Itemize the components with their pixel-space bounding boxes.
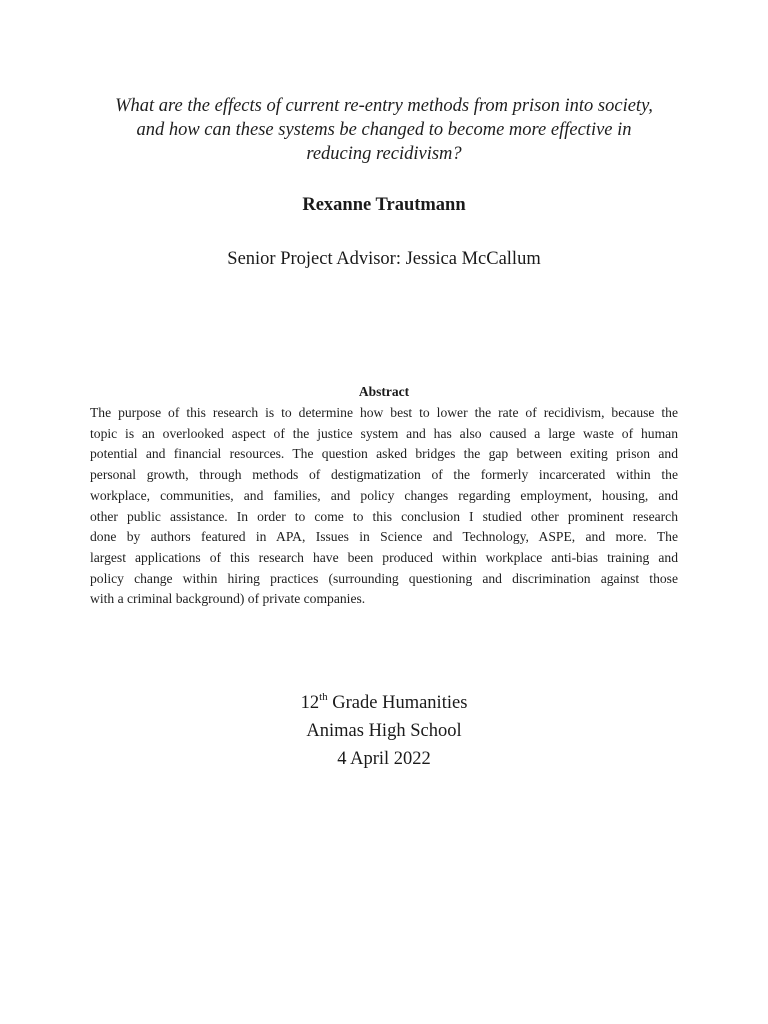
- abstract-line: largest applications of this research have been produced within workplace anti-bias training and: [90, 549, 678, 565]
- abstract-heading: Abstract: [358, 384, 410, 399]
- grade-ordinal-suffix: th: [319, 690, 328, 703]
- title-line: and how can these systems be changed to become more effective in: [136, 120, 632, 140]
- title-line: reducing recidivism?: [306, 144, 462, 164]
- abstract-line: done by authors featured in APA, Issues in Science and Technology, ASPE, and more. The: [90, 529, 678, 545]
- author-name: Rexanne Trautmann: [302, 195, 466, 215]
- document-date: 4 April 2022: [337, 749, 431, 769]
- abstract-line: The purpose of this research is to determine how best to lower the rate of recidivism, because the: [90, 405, 678, 420]
- advisor-line: Senior Project Advisor: Jessica McCallum: [227, 249, 541, 269]
- abstract-line: workplace, communities, and families, and policy changes regarding employment, housing, and: [90, 487, 678, 503]
- grade-number: 12: [300, 693, 320, 713]
- abstract-line: topic is an overlooked aspect of the justice system and has also caused a large waste of human: [90, 425, 678, 441]
- abstract-line: other public assistance. In order to come to this conclusion I studied other prominent research: [90, 508, 678, 524]
- abstract-line: with a criminal background) of private companies.: [90, 591, 366, 607]
- paper-title: [60, 94, 708, 166]
- abstract-text: [90, 403, 678, 610]
- grade-course: Grade Humanities: [327, 693, 468, 713]
- title-line: What are the effects of current re-entry methods from prison into society,: [115, 96, 653, 116]
- abstract-line: policy change within hiring practices (surrounding questioning and discrimination against those: [90, 570, 678, 586]
- abstract-line: personal growth, through methods of destigmatization of the formerly incarcerated within the: [90, 467, 678, 483]
- course-info: [0, 689, 768, 773]
- abstract-line: potential and financial resources. The question asked bridges the gap between exiting prison and: [90, 446, 678, 462]
- school-name: Animas High School: [306, 721, 462, 741]
- grade-line: [0, 689, 768, 717]
